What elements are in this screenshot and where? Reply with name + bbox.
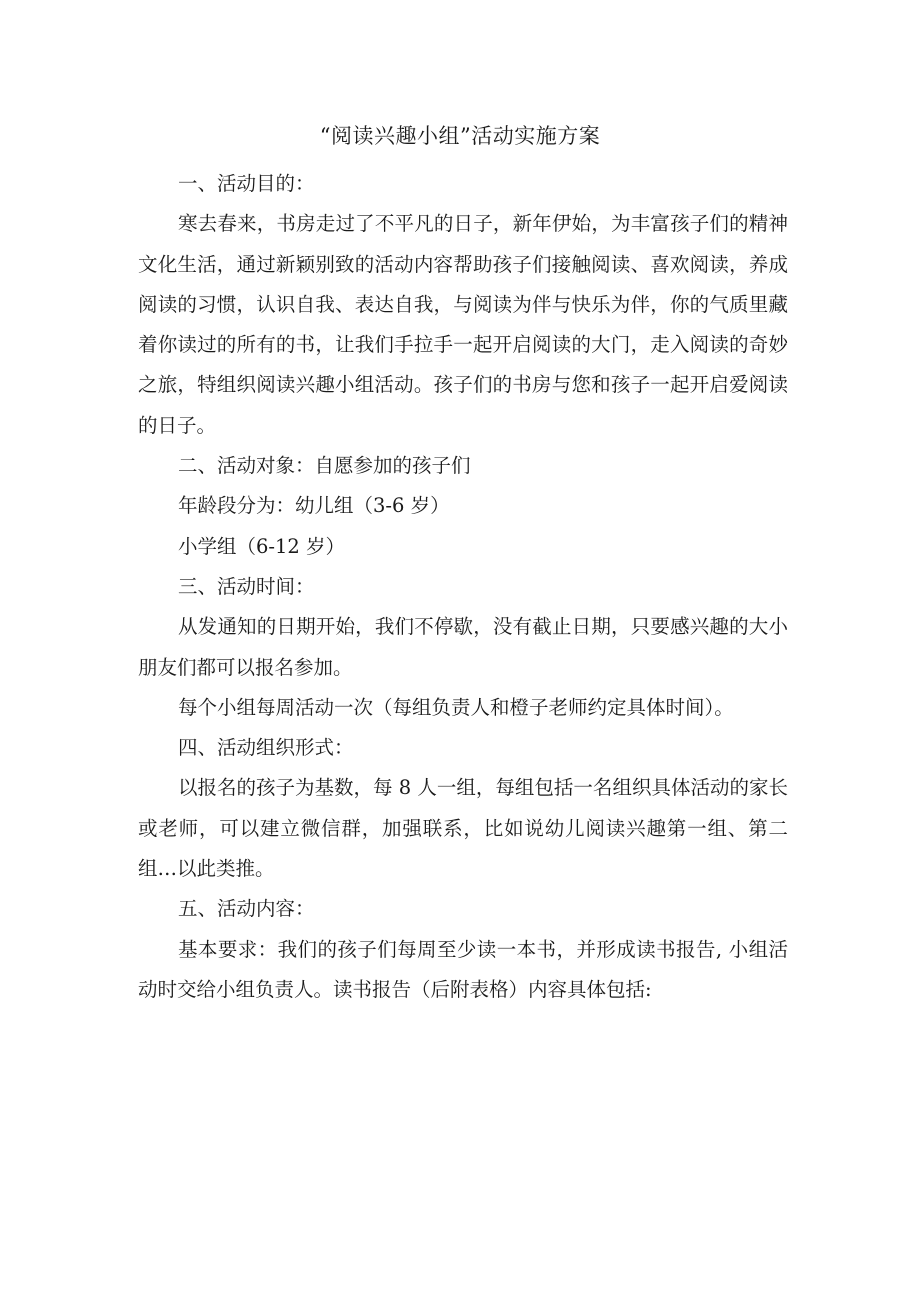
section-heading-purpose: 一、活动目的： xyxy=(178,172,315,195)
section-heading-audience: 二、活动对象：自愿参加的孩子们 xyxy=(178,454,471,478)
paragraph-organization-text: 以报名的孩子为基数，每 8 人一组，每组包括一名组织具体活动的家长或老师，可以建立微信群，加强联系，比如说幼儿阅读兴趣第一组、第二组…以此类推。 xyxy=(138,776,788,881)
paragraph-purpose-text: 寒去春来，书房走过了不平凡的日子，新年伊始，为丰富孩子们的精神文化生活，通过新颖别致的活动内容帮助孩子们接触阅读、喜欢阅读，养成阅读的习惯，认识自我、表达自我，与阅读为伴与快乐为伴，你的气质里藏着你读过的所有的书，让我们手拉手一起开启阅读的大门，走入阅读的奇妙之旅，特组织阅读兴趣小组活动。孩子们的书房与您和孩子一起开启爱阅读的日子。 xyxy=(138,212,788,437)
section-heading-time: 三、活动时间： xyxy=(178,574,315,598)
section-heading-organization: 四、活动组织形式： xyxy=(178,736,354,760)
section-heading-content: 五、活动内容： xyxy=(178,897,315,921)
document-body xyxy=(138,164,788,1010)
paragraph-weekly-activity: 每个小组每周活动一次（每组负责人和橙子老师约定具体时间）。 xyxy=(178,695,734,719)
document-title: “阅读兴趣小组”活动实施方案 xyxy=(319,124,601,148)
paragraph-primary-group: 小学组（6-12 岁） xyxy=(178,534,346,558)
paragraph-age-groups: 年龄段分为：幼儿组（3-6 岁） xyxy=(178,494,450,518)
paragraph-time-text: 从发通知的日期开始，我们不停歇，没有截止日期，只要感兴趣的大小朋友们都可以报名参加。 xyxy=(138,615,788,679)
paragraph-basic-requirements: 基本要求：我们的孩子们每周至少读一本书，并形成读书报告, 小组活动时交给小组负责人。读书报告（后附表格）内容具体包括: xyxy=(138,937,788,1001)
